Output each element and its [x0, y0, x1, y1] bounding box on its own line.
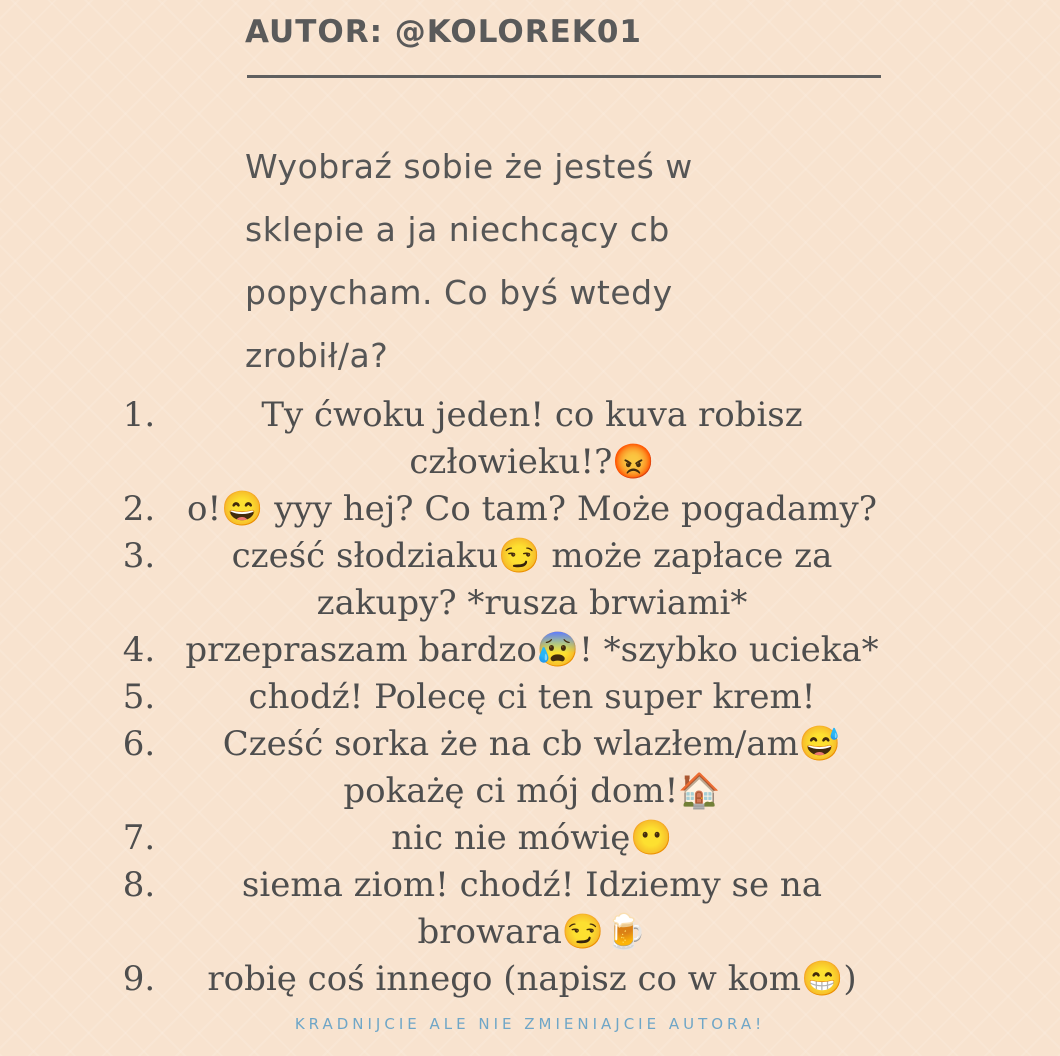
- author-heading: AUTOR: @KOLOREK01: [245, 14, 642, 50]
- item-text: przepraszam bardzo😰! *szybko ucieka*: [185, 630, 879, 670]
- item-text: robię coś innego (napisz co w kom😁): [207, 959, 857, 999]
- intro-question: Wyobraź sobie że jesteś w sklepie a ja niechcący cb popycham. Co byś wtedy zrobił/a?: [245, 147, 693, 375]
- item-text: o!😄 yyy hej? Co tam? Może pogadamy?: [187, 489, 877, 529]
- item-number: 3.: [122, 536, 156, 576]
- item-text: Cześć sorka że na cb wlazłem/am😅 pokażę ci mój dom!🏠: [222, 724, 842, 811]
- item-text: siema ziom! chodź! Idziemy se na browara😏🍺: [241, 865, 823, 952]
- item-text: cześć słodziaku😏 może zapłace za zakupy? *rusza brwiami*: [231, 536, 833, 623]
- list-item: [110, 956, 910, 1003]
- item-number: 1.: [122, 395, 156, 435]
- item-number: 4.: [122, 630, 156, 670]
- item-number: 2.: [122, 489, 156, 529]
- footer-note: KRADNIJCIE ALE NIE ZMIENIAJCIE AUTORA!: [294, 1015, 766, 1033]
- item-number: 6.: [122, 724, 156, 764]
- list-item: [110, 674, 910, 721]
- list-item: [110, 815, 910, 862]
- answers-list: [110, 392, 910, 1003]
- list-item: [110, 721, 910, 815]
- item-number: 7.: [122, 818, 156, 858]
- list-item: [110, 392, 910, 486]
- item-number: 9.: [122, 959, 156, 999]
- list-item: [110, 533, 910, 627]
- item-text: Ty ćwoku jeden! co kuva robisz człowieku!?😡: [261, 395, 803, 482]
- item-text: nic nie mówię😶: [391, 818, 673, 858]
- item-text: chodź! Polecę ci ten super krem!: [248, 677, 816, 717]
- list-item: [110, 862, 910, 956]
- item-number: 5.: [122, 677, 156, 717]
- divider: [247, 75, 881, 78]
- item-number: 8.: [122, 865, 156, 905]
- list-item: [110, 486, 910, 533]
- list-item: [110, 627, 910, 674]
